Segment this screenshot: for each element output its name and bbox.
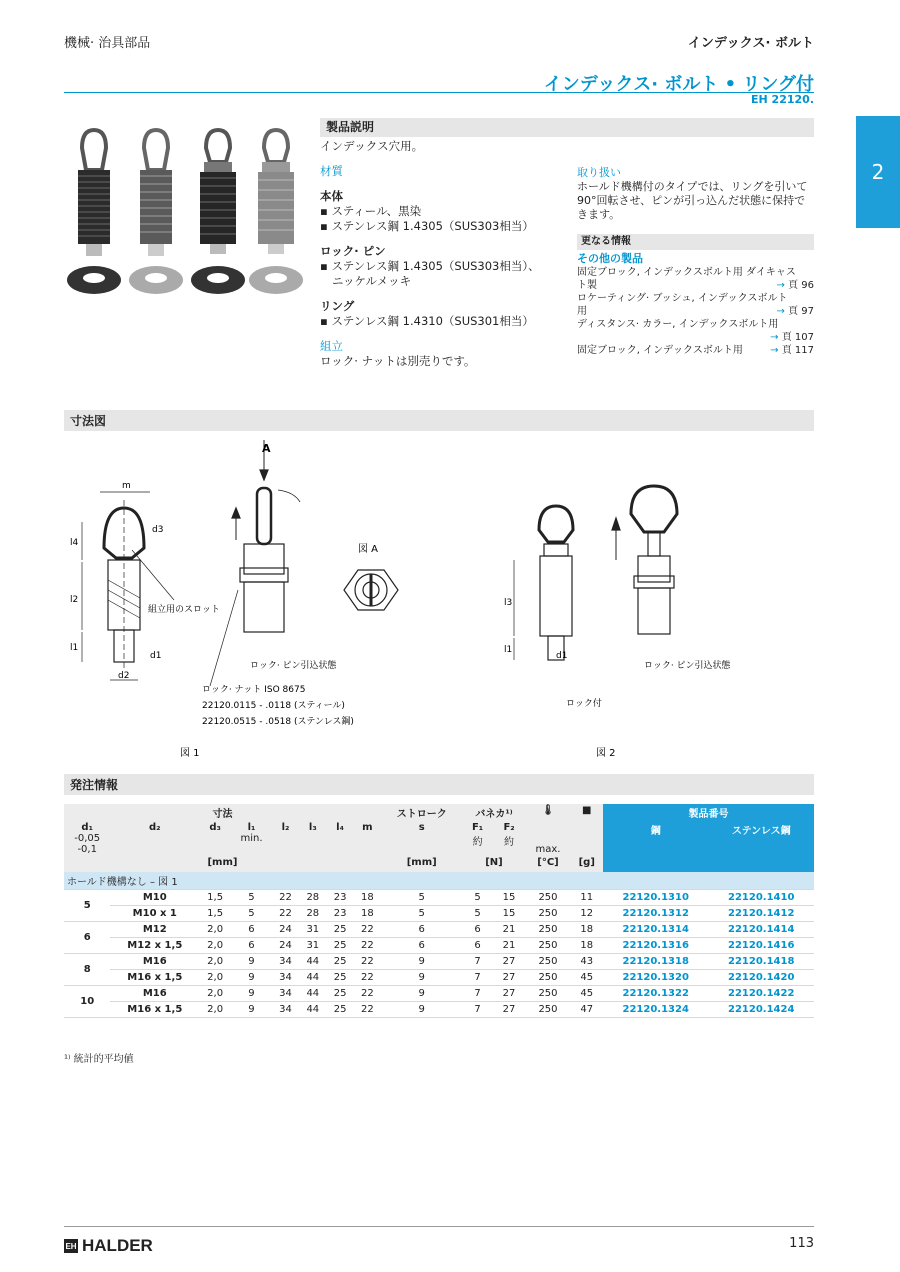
fig2-label: 図 2 [596, 748, 616, 759]
unit-mm: [mm] [64, 856, 381, 872]
handling-text: ホールド機構付のタイプでは、リングを引いて90°回転させ、ピンが引っ込んだ状態に保持できます。 [577, 180, 808, 221]
header-f1-approx: 約 [472, 837, 483, 848]
more-info-heading: 更なる情報 [577, 234, 814, 250]
unit-g: [g] [571, 856, 603, 872]
dim-l3: l3 [504, 598, 513, 608]
header-section: インデックス· ボルト [687, 36, 814, 51]
order-section-heading: 発注情報 [64, 774, 814, 795]
cell-l1: 9 [231, 986, 272, 1002]
cell-m: 22 [354, 922, 381, 938]
cell-f2: 15 [493, 906, 526, 922]
cell-g: 11 [571, 890, 603, 906]
table-row [64, 986, 814, 1002]
group-row: ホールド機構なし – 図 1 [64, 872, 814, 890]
unit-n: [N] [462, 856, 525, 872]
header-f2 [493, 821, 526, 856]
cell-d2: M12 [110, 922, 199, 938]
cell-l2: 34 [272, 986, 299, 1002]
unit-mm-stroke: [mm] [381, 856, 463, 872]
cell-d2: M10 x 1 [110, 906, 199, 922]
cell-d2: M16 [110, 986, 199, 1002]
cell-s: 6 [381, 938, 463, 954]
table-row [64, 954, 814, 970]
other-products-heading: その他の製品 [577, 252, 643, 265]
cell-l1: 6 [231, 922, 272, 938]
cell-g: 45 [571, 970, 603, 986]
cell-f2: 15 [493, 890, 526, 906]
dim-l2: l2 [70, 595, 79, 605]
unit-c: [°C] [525, 856, 570, 872]
header-stainless: ステンレス鋼 [708, 821, 814, 856]
cell-m: 22 [354, 938, 381, 954]
cell-t: 250 [525, 890, 570, 906]
table-row [64, 970, 814, 986]
header-l1 [231, 821, 272, 856]
logo-text: HALDER [82, 1236, 153, 1255]
cell-l3: 28 [299, 890, 326, 906]
cell-d3: 1,5 [199, 890, 231, 906]
thermometer-icon: 🌡 [525, 804, 570, 821]
cell-l2: 22 [272, 906, 299, 922]
cell-s: 9 [381, 986, 463, 1002]
title-rule [64, 92, 814, 93]
cell-stainless[interactable]: 22120.1412 [708, 906, 814, 922]
cell-l4: 25 [326, 970, 353, 986]
order-table [64, 804, 814, 1018]
cell-s: 9 [381, 970, 463, 986]
header-f1-label: F₁ [471, 822, 484, 833]
cell-d1: 6 [64, 922, 110, 954]
cell-m: 22 [354, 970, 381, 986]
header-stroke: ストローク [381, 804, 463, 821]
ring-item: ▪ ステンレス鋼 1.4310（SUS301相当） [320, 314, 556, 329]
cell-d1: 5 [64, 890, 110, 922]
reference-page-line [577, 344, 814, 357]
header-l3: l₃ [299, 821, 326, 856]
reference-page: 頁 107 [781, 332, 814, 343]
dim-d3: d3 [152, 525, 164, 535]
header-weight [571, 821, 603, 856]
cell-l1: 5 [231, 890, 272, 906]
reference-page: 頁 96 [788, 280, 814, 291]
slot-label: 組立用のスロット [148, 605, 220, 615]
cell-m: 22 [354, 986, 381, 1002]
view-a-label: 図 A [358, 544, 379, 555]
pin-item: ▪ ステンレス鋼 1.4305（SUS303相当）、 [320, 259, 556, 274]
reference-cont: ト製 [577, 280, 597, 291]
reference-item[interactable] [577, 266, 814, 292]
cell-stainless[interactable]: 22120.1424 [708, 1002, 814, 1018]
cell-g: 18 [571, 922, 603, 938]
cell-s: 6 [381, 922, 463, 938]
footer-rule [64, 1226, 814, 1227]
cell-l4: 25 [326, 922, 353, 938]
cell-f1: 6 [462, 922, 492, 938]
cell-d3: 2,0 [199, 970, 231, 986]
header-l1-label: l₁ [247, 822, 256, 833]
pin-item-cont: ニッケルメッキ [332, 274, 412, 288]
product-photo [64, 118, 308, 310]
header-l4: l₄ [326, 821, 353, 856]
unit-product [603, 856, 814, 872]
arrow-right-icon: → [776, 306, 785, 317]
cell-t: 250 [525, 1002, 570, 1018]
header-f1 [462, 821, 492, 856]
arrow-right-icon: → [770, 345, 779, 356]
cell-t: 250 [525, 922, 570, 938]
header-l2: l₂ [272, 821, 299, 856]
cell-f2: 27 [493, 986, 526, 1002]
cell-t: 250 [525, 986, 570, 1002]
header-f2-label: F₂ [503, 822, 515, 833]
fig1-label: 図 1 [180, 748, 200, 759]
dim-m: m [122, 481, 131, 491]
cell-d2: M12 x 1,5 [110, 938, 199, 954]
product-code: EH 22120. [751, 93, 814, 106]
cell-l3: 44 [299, 1002, 326, 1018]
cell-f2: 27 [493, 954, 526, 970]
header-d1-tol1: -0,05 [74, 833, 101, 844]
dimension-drawing [64, 430, 814, 770]
cell-l1: 9 [231, 954, 272, 970]
cell-d2: M16 [110, 954, 199, 970]
header-d1-label: d₁ [81, 822, 93, 833]
pin-heading: ロック· ピン [320, 244, 386, 258]
cell-l4: 25 [326, 954, 353, 970]
assembly-heading: 組立 [320, 339, 343, 353]
cell-d3: 1,5 [199, 906, 231, 922]
dim-d1b: d1 [556, 651, 568, 661]
description-heading: 製品説明 [320, 118, 814, 137]
cell-d3: 2,0 [199, 1002, 231, 1018]
cell-stainless[interactable]: 22120.1422 [708, 986, 814, 1002]
page-number: 113 [789, 1236, 814, 1251]
cell-g: 45 [571, 986, 603, 1002]
cell-steel[interactable]: 22120.1310 [603, 890, 708, 906]
bolt-black-1 [67, 130, 121, 294]
cell-f1: 7 [462, 970, 492, 986]
cell-l2: 22 [272, 890, 299, 906]
cell-steel[interactable]: 22120.1312 [603, 906, 708, 922]
cell-g: 43 [571, 954, 603, 970]
cell-d3: 2,0 [199, 986, 231, 1002]
cell-l3: 44 [299, 986, 326, 1002]
page-title: インデックス· ボルト • リング付 [543, 74, 814, 95]
cell-s: 9 [381, 1002, 463, 1018]
footnote: ¹⁾ 統計的平均値 [64, 1054, 134, 1065]
cell-m: 22 [354, 1002, 381, 1018]
header-d1 [64, 821, 110, 856]
reference-item[interactable] [577, 292, 814, 318]
cell-f2: 27 [493, 970, 526, 986]
header-spring: バネカ¹⁾ [462, 804, 525, 821]
dim-l1b: l1 [504, 645, 513, 655]
cell-steel[interactable]: 22120.1314 [603, 922, 708, 938]
cell-s: 9 [381, 954, 463, 970]
cell-t: 250 [525, 954, 570, 970]
nut-label: ロック· ナット ISO 8675 [202, 685, 306, 695]
cell-d1: 10 [64, 986, 110, 1018]
halder-logo [64, 1236, 153, 1256]
header-max: max. [525, 821, 570, 856]
header-s: s [381, 821, 463, 856]
cell-l4: 25 [326, 986, 353, 1002]
bolt-steel-4 [249, 130, 303, 294]
body-item: ▪ ステンレス鋼 1.4305（SUS303相当） [320, 219, 556, 234]
cell-d2: M10 [110, 890, 199, 906]
cell-g: 18 [571, 938, 603, 954]
cell-d3: 2,0 [199, 954, 231, 970]
dimension-section-heading: 寸法図 [64, 410, 814, 431]
reference-line: ディスタンス· カラー, インデックスボルト用 [577, 319, 779, 330]
retracted-label-2: ロック· ピン引込状態 [644, 661, 731, 671]
reference-line: 固定ブロック, インデックスボルト用 ダイキャス [577, 267, 796, 278]
reference-page: 頁 117 [781, 345, 814, 356]
cell-stainless[interactable]: 22120.1414 [708, 922, 814, 938]
cell-g: 12 [571, 906, 603, 922]
steel-range: 22120.0115 - .0118 (スティール) [202, 701, 345, 711]
description-intro: インデックス穴用。 [320, 139, 424, 153]
cell-stainless[interactable]: 22120.1420 [708, 970, 814, 986]
reference-item[interactable] [577, 344, 814, 357]
body-item: ▪ スティール、黒染 [320, 204, 556, 219]
cell-l4: 23 [326, 906, 353, 922]
header-m: m [354, 821, 381, 856]
header-l1-min: min. [240, 833, 263, 844]
cell-l2: 24 [272, 938, 299, 954]
reference-page: 頁 97 [788, 306, 814, 317]
cell-l4: 25 [326, 938, 353, 954]
cell-f1: 7 [462, 1002, 492, 1018]
ring-heading: リング [320, 299, 355, 313]
cell-l4: 23 [326, 890, 353, 906]
cell-d3: 2,0 [199, 938, 231, 954]
table-row [64, 938, 814, 954]
cell-m: 18 [354, 890, 381, 906]
reference-line: 固定ブロック, インデックスボルト用 [577, 345, 743, 356]
bolt-steel-2 [129, 130, 183, 294]
reference-cont: 用 [577, 306, 587, 317]
cell-t: 250 [525, 906, 570, 922]
cell-l3: 31 [299, 938, 326, 954]
cell-f1: 6 [462, 938, 492, 954]
cell-f2: 27 [493, 1002, 526, 1018]
arrow-right-icon: → [770, 332, 779, 343]
reference-item[interactable] [577, 318, 814, 344]
cell-l3: 28 [299, 906, 326, 922]
dim-l1: l1 [70, 643, 79, 653]
cell-d2: M16 x 1,5 [110, 1002, 199, 1018]
cell-t: 250 [525, 970, 570, 986]
cell-l1: 9 [231, 970, 272, 986]
cell-t: 250 [525, 938, 570, 954]
cell-stainless[interactable]: 22120.1410 [708, 890, 814, 906]
cell-s: 5 [381, 906, 463, 922]
reference-line: ロケーティング· ブッシュ, インデックスボルト [577, 293, 788, 304]
cell-s: 5 [381, 890, 463, 906]
table-row [64, 906, 814, 922]
handling-heading: 取り扱い [577, 166, 621, 179]
table-row [64, 890, 814, 906]
view-a-arrow-label: A [262, 442, 271, 455]
cell-m: 18 [354, 906, 381, 922]
weight-icon: ■ [571, 804, 603, 821]
cell-f1: 5 [462, 890, 492, 906]
cell-f1: 5 [462, 906, 492, 922]
cell-d3: 2,0 [199, 922, 231, 938]
cell-d1: 8 [64, 954, 110, 986]
cell-l3: 31 [299, 922, 326, 938]
cell-m: 22 [354, 954, 381, 970]
cell-stainless[interactable]: 22120.1418 [708, 954, 814, 970]
arrow-right-icon: → [776, 280, 785, 291]
with-lock-label: ロック付 [566, 699, 602, 709]
reference-page-line [577, 279, 814, 292]
header-d3: d₃ [199, 821, 231, 856]
header-f2-approx: 約 [504, 837, 515, 848]
dim-d1: d1 [150, 651, 162, 661]
reference-page-line [577, 305, 814, 318]
header-product: 製品番号 [603, 804, 814, 821]
stainless-range: 22120.0515 - .0518 (ステンレス鋼) [202, 717, 354, 727]
header-d2: d₂ [110, 821, 199, 856]
cell-l1: 5 [231, 906, 272, 922]
header-category: 機械· 治具部品 [64, 36, 151, 51]
cell-steel[interactable]: 22120.1324 [603, 1002, 708, 1018]
cell-f2: 21 [493, 922, 526, 938]
table-row [64, 1002, 814, 1018]
assembly-text: ロック· ナットは別売りです。 [320, 354, 476, 368]
logo-mark: EH [64, 1239, 78, 1253]
retracted-label-1: ロック· ピン引込状態 [250, 661, 337, 671]
cell-steel[interactable]: 22120.1322 [603, 986, 708, 1002]
bolt-black-3 [191, 130, 245, 294]
cell-l3: 44 [299, 970, 326, 986]
cell-steel[interactable]: 22120.1316 [603, 938, 708, 954]
dim-d2: d2 [118, 671, 130, 681]
description-column [320, 118, 556, 369]
cell-l3: 44 [299, 954, 326, 970]
header-steel: 鋼 [603, 821, 708, 856]
chapter-tab[interactable]: 2 [856, 116, 900, 228]
header-dims: 寸法 [64, 804, 381, 821]
cell-f1: 7 [462, 986, 492, 1002]
dim-l4: l4 [70, 538, 79, 548]
cell-f1: 7 [462, 954, 492, 970]
cell-steel[interactable]: 22120.1320 [603, 970, 708, 986]
cell-l2: 34 [272, 954, 299, 970]
cell-g: 47 [571, 1002, 603, 1018]
cell-steel[interactable]: 22120.1318 [603, 954, 708, 970]
material-heading: 材質 [320, 164, 343, 178]
cell-stainless[interactable]: 22120.1416 [708, 938, 814, 954]
header-d1-tol2: -0,1 [77, 844, 97, 855]
cell-d2: M16 x 1,5 [110, 970, 199, 986]
cell-l1: 6 [231, 938, 272, 954]
handling-column [577, 166, 814, 357]
reference-page-line [577, 331, 814, 344]
table-row [64, 922, 814, 938]
cell-l1: 9 [231, 1002, 272, 1018]
cell-l4: 25 [326, 1002, 353, 1018]
cell-l2: 34 [272, 970, 299, 986]
cell-l2: 24 [272, 922, 299, 938]
cell-l2: 34 [272, 1002, 299, 1018]
cell-f2: 21 [493, 938, 526, 954]
body-heading: 本体 [320, 189, 343, 203]
